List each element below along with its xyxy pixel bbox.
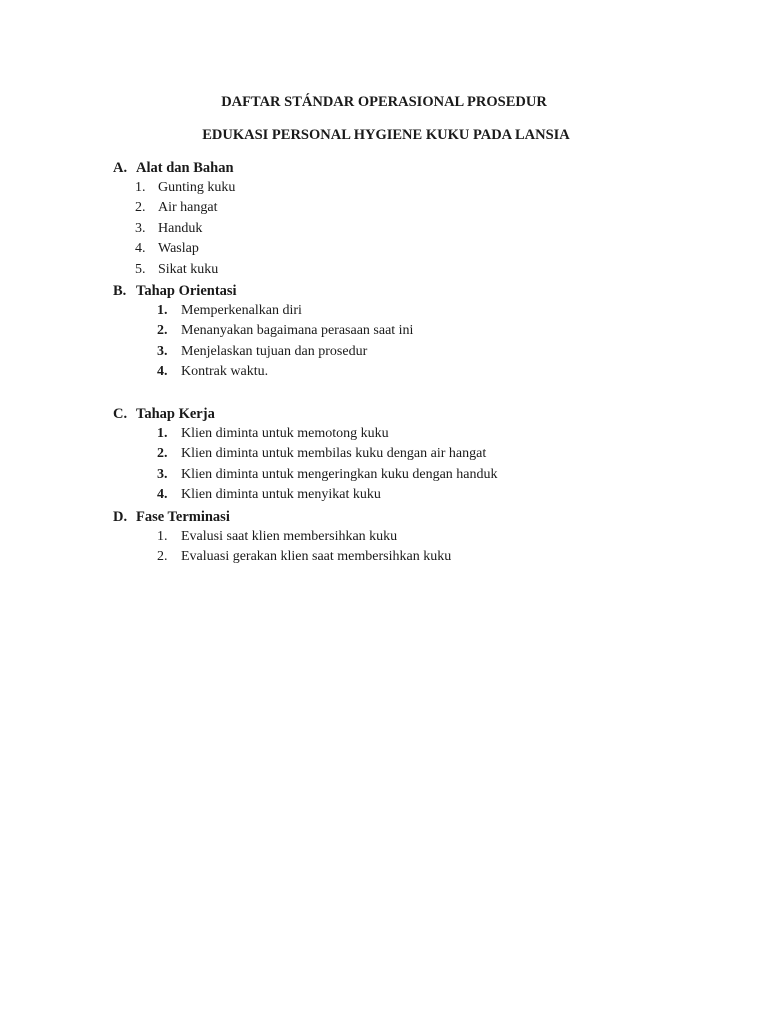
list-number: 4.	[157, 364, 168, 380]
section-letter: A.	[113, 160, 128, 176]
list-number: 2.	[157, 323, 168, 339]
list-item	[0, 342, 768, 362]
list-text: Evaluasi gerakan klien saat membersihkan kuku	[181, 549, 452, 565]
section-tahap-kerja	[0, 404, 768, 506]
list-item	[0, 321, 768, 341]
list-text: Air hangat	[158, 200, 218, 216]
list-number: 4.	[157, 487, 168, 503]
list-item	[0, 465, 768, 485]
equipment-list	[0, 178, 768, 280]
list-text: Klien diminta untuk menyikat kuku	[181, 487, 381, 503]
section-letter: C.	[113, 406, 128, 422]
list-text: Klien diminta untuk mengeringkan kuku dengan handuk	[181, 466, 498, 482]
list-text: Kontrak waktu.	[181, 364, 269, 380]
list-number: 2.	[157, 549, 168, 565]
list-number: 1.	[157, 529, 168, 544]
list-number: 1.	[157, 303, 168, 318]
section-alat-dan-bahan	[0, 158, 768, 280]
list-item	[0, 219, 768, 239]
list-item	[0, 178, 768, 198]
list-item	[0, 198, 768, 218]
list-item	[0, 547, 768, 567]
list-number: 3.	[135, 220, 146, 236]
list-text: Klien diminta untuk membilas kuku dengan air hangat	[181, 446, 487, 462]
section-fase-terminasi	[0, 507, 768, 568]
list-text: Gunting kuku	[158, 180, 236, 195]
section-letter: B.	[113, 283, 127, 299]
section-heading	[0, 158, 768, 178]
section-heading-label: Tahap Orientasi	[136, 283, 237, 299]
list-item	[0, 444, 768, 464]
list-item	[0, 260, 768, 280]
list-text: Sikat kuku	[158, 261, 219, 277]
list-text: Handuk	[158, 220, 203, 236]
list-number: 3.	[157, 343, 168, 359]
section-heading	[0, 507, 768, 527]
list-number: 1.	[157, 426, 168, 441]
list-number: 2.	[135, 200, 146, 216]
document-subtitle: EDUKASI PERSONAL HYGIENE KUKU PADA LANSIA	[202, 127, 570, 143]
section-heading-label: Tahap Kerja	[136, 406, 215, 422]
section-heading-label: Alat dan Bahan	[136, 160, 234, 176]
list-item	[0, 239, 768, 259]
list-number: 4.	[135, 241, 146, 257]
list-number: 5.	[135, 261, 146, 277]
section-letter: D.	[113, 509, 128, 525]
section-heading	[0, 404, 768, 424]
work-steps-list	[0, 424, 768, 506]
list-text: Menanyakan bagaimana perasaan saat ini	[181, 323, 414, 339]
list-text: Klien diminta untuk memotong kuku	[181, 426, 389, 441]
termination-steps-list	[0, 527, 768, 568]
list-text: Menjelaskan tujuan dan prosedur	[181, 343, 368, 359]
document-title: DAFTAR STÁNDAR OPERASIONAL PROSEDUR	[221, 94, 547, 110]
list-text: Waslap	[158, 241, 199, 257]
section-tahap-orientasi	[0, 281, 768, 383]
section-heading-label: Fase Terminasi	[136, 509, 230, 525]
list-text: Evalusi saat klien membersihkan kuku	[181, 529, 398, 544]
list-item	[0, 424, 768, 444]
orientation-steps-list	[0, 301, 768, 383]
list-number: 1.	[135, 180, 146, 195]
list-item	[0, 362, 768, 382]
section-heading	[0, 281, 768, 301]
list-text: Memperkenalkan diri	[181, 303, 302, 318]
list-number: 2.	[157, 446, 168, 462]
list-item	[0, 485, 768, 505]
list-number: 3.	[157, 466, 168, 482]
list-item	[0, 527, 768, 547]
list-item	[0, 301, 768, 321]
